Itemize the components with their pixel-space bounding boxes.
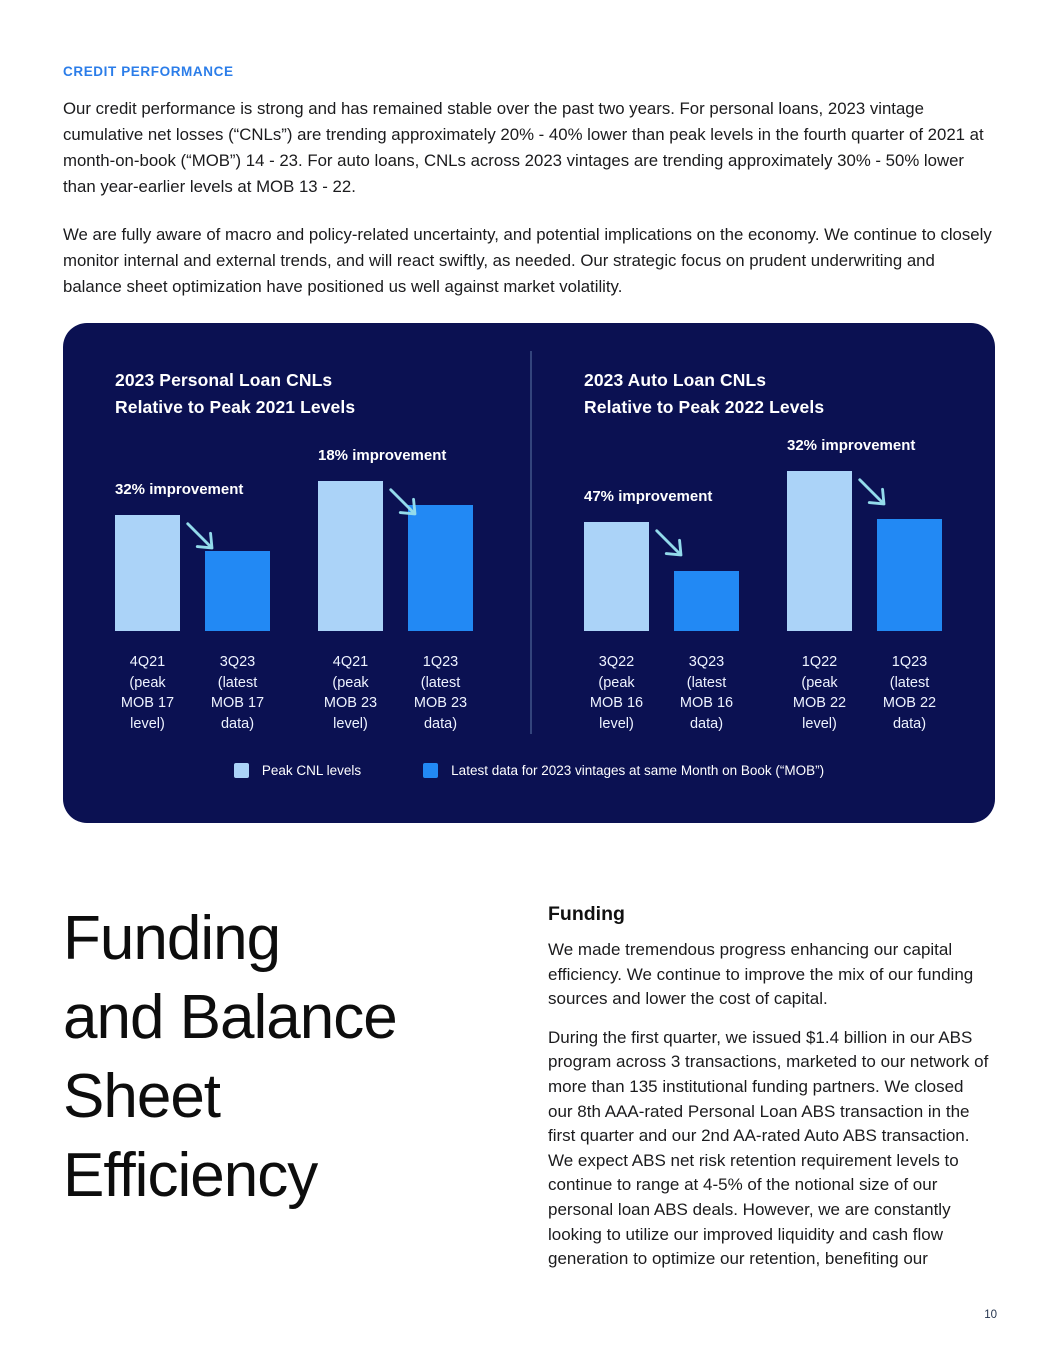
- improvement-annotation: 47% improvement: [584, 488, 713, 505]
- section-eyebrow: CREDIT PERFORMANCE: [63, 64, 234, 79]
- big-heading-line: Funding: [63, 904, 281, 973]
- ticks-row: [115, 652, 270, 734]
- credit-paragraph-2: We are fully aware of macro and policy-related uncertainty, and potential implications on the economy. We continue to closely monitor internal and external trends, and will react swiftly, as needed. Our strategic focus on prudent underwriting and balance sheet optimization have positioned us well against market volatility.: [63, 225, 992, 296]
- funding-paragraph-2: During the first quarter, we issued $1.4 billion in our ABS program across 3 transactions, marketed to our network of more than 135 institutional funding partners. We closed our 8th AAA-rated Personal Loan ABS transaction in the first quarter and our 2nd AA-rated Auto ABS transaction. We expect ABS net risk retention requirement levels to continue to range at 4-5% of the notional size of our personal loan ABS deals. However, we are constantly looking to utilize our improved liquidity and cash flow generation to optimize our retention, benefiting our: [548, 1027, 989, 1269]
- bar-tick-label: 3Q23 (latest MOB 17 data): [210, 654, 265, 732]
- bar-tick-label: 3Q23 (latest MOB 16 data): [679, 654, 734, 732]
- bar-group: [584, 461, 739, 734]
- decline-arrow-icon: [652, 526, 690, 564]
- improvement-annotation: 32% improvement: [787, 437, 916, 454]
- decline-arrow: [855, 475, 893, 513]
- bar-peak: [584, 522, 649, 631]
- chart-bar-groups: [115, 447, 473, 734]
- bar-peak: [787, 471, 852, 631]
- ticks-row: [318, 652, 473, 734]
- bar-tick-label: 4Q21 (peak MOB 17 level): [120, 654, 175, 732]
- decline-arrow-icon: [386, 485, 424, 523]
- bar-tick-label: 1Q23 (latest MOB 23 data): [413, 654, 468, 732]
- chart-title-line: 2023 Auto Loan CNLs: [584, 370, 767, 390]
- bar-latest: [205, 551, 270, 631]
- legend-swatch-latest: [423, 763, 438, 778]
- legend-item-peak: [234, 763, 361, 778]
- big-heading-line: Efficiency: [63, 1141, 318, 1210]
- decline-arrow-icon: [855, 475, 893, 513]
- decline-arrow-icon: [183, 519, 221, 557]
- bar-latest: [408, 505, 473, 631]
- page-number: 10: [984, 1309, 997, 1321]
- chart-title-line: 2023 Personal Loan CNLs: [115, 370, 333, 390]
- chart-title: [115, 367, 473, 421]
- section-big-heading: [63, 899, 548, 1286]
- chart-bar-groups: [584, 437, 942, 734]
- chart-legend: [63, 763, 995, 778]
- bar-tick-label: 1Q23 (latest MOB 22 data): [882, 654, 937, 732]
- bar-peak: [115, 515, 180, 631]
- decline-arrow: [183, 519, 221, 557]
- legend-item-latest: [423, 763, 824, 778]
- ticks-row: [584, 652, 739, 734]
- bar-group: [115, 461, 270, 734]
- improvement-annotation: 18% improvement: [318, 447, 447, 464]
- chart-personal-loan-cnls: [115, 367, 473, 734]
- big-heading-line: Sheet: [63, 1062, 221, 1131]
- bar-latest: [877, 519, 942, 631]
- legend-label: Peak CNL levels: [261, 763, 362, 778]
- chart-divider: [530, 351, 532, 734]
- chart-auto-loan-cnls: [584, 367, 942, 734]
- funding-column: [548, 899, 992, 1286]
- improvement-annotation: 32% improvement: [115, 481, 244, 498]
- funding-paragraph-1: We made tremendous progress enhancing our capital efficiency. We continue to improve the mix of our funding sources and lower the cost of capital.: [548, 940, 974, 1009]
- legend-swatch-peak: [234, 763, 249, 778]
- bar-peak: [318, 481, 383, 631]
- chart-title-line: Relative to Peak 2021 Levels: [115, 397, 356, 417]
- big-heading-line: and Balance: [63, 983, 397, 1052]
- funding-heading: Funding: [548, 903, 625, 925]
- chart-title-line: Relative to Peak 2022 Levels: [584, 397, 825, 417]
- credit-paragraph-1: Our credit performance is strong and has remained stable over the past two years. For personal loans, 2023 vintage cumulative net losses (“CNLs”) are trending approximately 20% - 40% lower than peak levels in the fourth quarter of 2021 at month-on-book (“MOB”) 14 - 23. For auto loans, CNLs across 2023 vintages are trending approximately 30% - 50% lower than year-earlier levels at MOB 13 - 22.: [63, 99, 984, 196]
- decline-arrow: [386, 485, 424, 523]
- decline-arrow: [652, 526, 690, 564]
- bar-tick-label: 4Q21 (peak MOB 23 level): [323, 654, 378, 732]
- bar-tick-label: 3Q22 (peak MOB 16 level): [589, 654, 644, 732]
- legend-label: Latest data for 2023 vintages at same Month on Book (“MOB”): [451, 763, 825, 778]
- chart-title: [584, 367, 942, 421]
- bar-group: [318, 447, 473, 734]
- funding-section: [63, 899, 992, 1286]
- bar-group: [787, 437, 942, 734]
- bar-latest: [674, 571, 739, 631]
- cnl-chart-panel: [63, 323, 995, 823]
- ticks-row: [787, 652, 942, 734]
- bar-tick-label: 1Q22 (peak MOB 22 level): [792, 654, 847, 732]
